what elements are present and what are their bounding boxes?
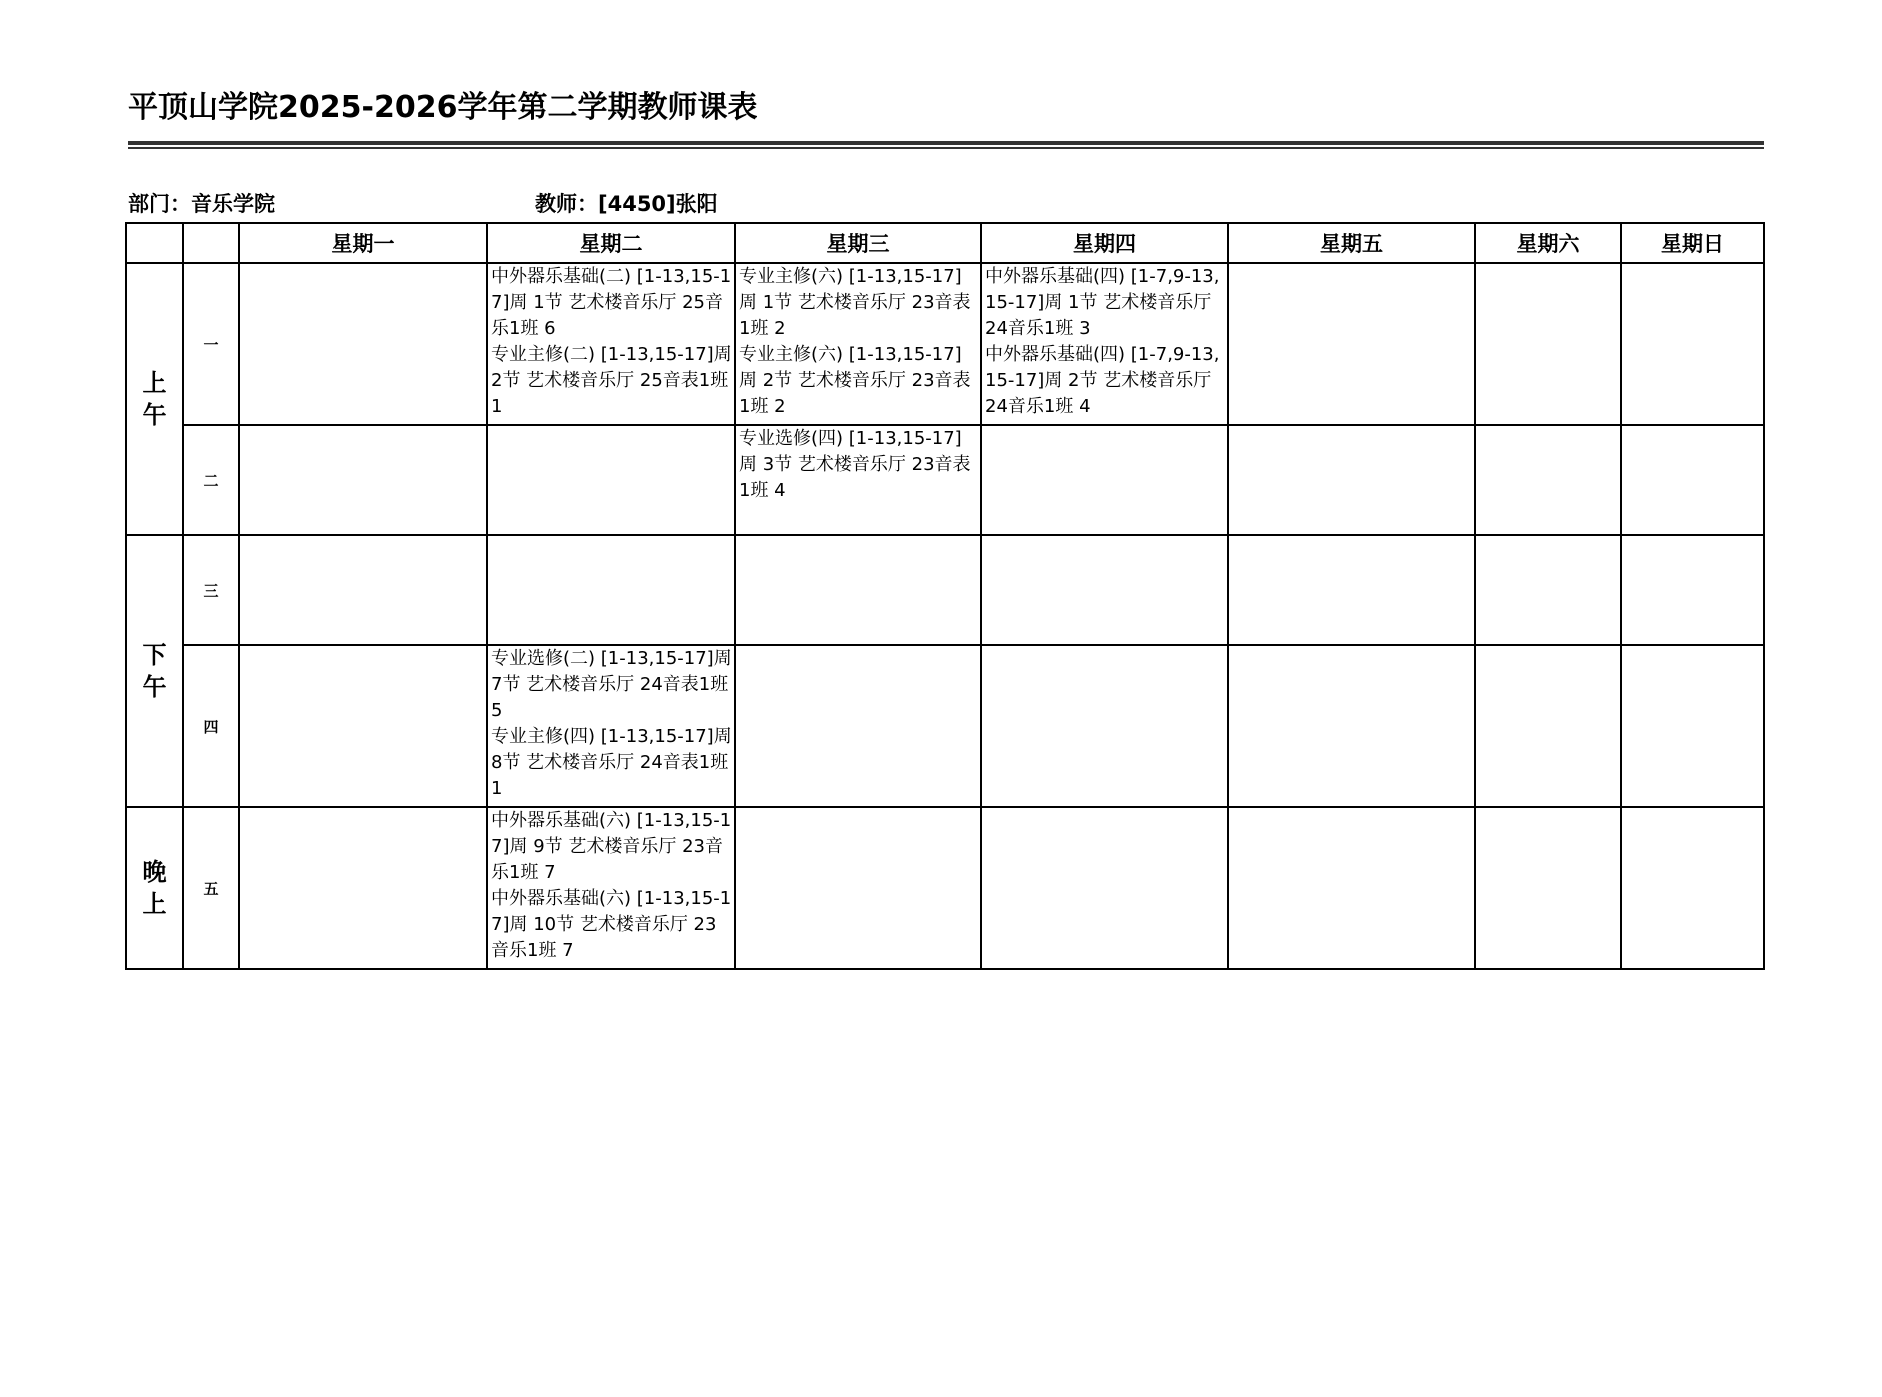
cell-tue-slot5 [487,807,735,969]
cell-sat-slot4 [1475,645,1621,807]
header-wednesday: 星期三 [735,223,981,263]
course-entry: 专业主修(六) [1-13,15-17]周 1节 艺术楼音乐厅 23音表1班 2 [739,266,971,339]
slot-row-5 [126,807,1764,969]
course-entry: 中外器乐基础(二) [1-13,15-17]周 1节 艺术楼音乐厅 25音乐1班 6 [491,266,732,339]
cell-sat-slot1 [1475,263,1621,425]
teacher-label: 教师：[4450]张阳 [535,192,718,216]
cell-thu-slot1 [981,263,1228,425]
cell-tue-slot3 [487,535,735,645]
cell-wed-slot2 [735,425,981,535]
course-entry: 中外器乐基础(六) [1-13,15-17]周 9节 艺术楼音乐厅 23音乐1班 7 [491,810,732,883]
cell-sun-slot5 [1621,807,1764,969]
cell-fri-slot3 [1228,535,1475,645]
schedule-table [125,222,1765,970]
period-evening [126,807,183,969]
header-tuesday: 星期二 [487,223,735,263]
course-entry: 中外器乐基础(六) [1-13,15-17]周 10节 艺术楼音乐厅 23音乐1班 7 [491,888,732,961]
course-entry: 专业主修(四) [1-13,15-17]周 8节 艺术楼音乐厅 24音表1班 1 [491,726,732,799]
department-label: 部门：音乐学院 [128,192,275,216]
slot-row-1 [126,263,1764,425]
cell-wed-slot4 [735,645,981,807]
cell-mon-slot4 [239,645,487,807]
slot-row-3 [126,535,1764,645]
cell-wed-slot5 [735,807,981,969]
slot-label-5: 五 [183,807,239,969]
page-title: 平顶山学院2025-2026学年第二学期教师课表 [128,90,758,125]
slot-label-2: 二 [183,425,239,535]
slot-label-1: 一 [183,263,239,425]
course-entry: 专业选修(四) [1-13,15-17]周 3节 艺术楼音乐厅 23音表1班 4 [739,428,971,501]
slot-label-4: 四 [183,645,239,807]
cell-sun-slot1 [1621,263,1764,425]
cell-fri-slot1 [1228,263,1475,425]
period-morning-char-1: 上 [142,369,167,397]
period-morning [126,263,183,535]
cell-wed-slot1 [735,263,981,425]
period-evening-char-1: 晚 [142,858,167,886]
cell-tue-slot1 [487,263,735,425]
period-afternoon-char-2: 午 [142,673,167,701]
cell-fri-slot5 [1228,807,1475,969]
slot-label-3: 三 [183,535,239,645]
cell-tue-slot4 [487,645,735,807]
header-thursday: 星期四 [981,223,1228,263]
header-saturday: 星期六 [1475,223,1621,263]
cell-tue-slot2 [487,425,735,535]
cell-sat-slot2 [1475,425,1621,535]
cell-sun-slot4 [1621,645,1764,807]
course-entry: 专业主修(二) [1-13,15-17]周 2节 艺术楼音乐厅 25音表1班 1 [491,344,732,417]
slot-row-2 [126,425,1764,535]
cell-fri-slot2 [1228,425,1475,535]
header-friday: 星期五 [1228,223,1475,263]
cell-thu-slot2 [981,425,1228,535]
course-entry: 专业选修(二) [1-13,15-17]周 7节 艺术楼音乐厅 24音表1班 5 [491,648,732,721]
cell-wed-slot3 [735,535,981,645]
header-sunday: 星期日 [1621,223,1764,263]
cell-sun-slot3 [1621,535,1764,645]
cell-mon-slot1 [239,263,487,425]
cell-mon-slot5 [239,807,487,969]
title-divider [128,141,1764,149]
header-corner-slot [183,223,239,263]
course-entry: 中外器乐基础(四) [1-7,9-13,15-17]周 1节 艺术楼音乐厅 24音乐1班 3 [985,266,1220,339]
course-entry: 中外器乐基础(四) [1-7,9-13,15-17]周 2节 艺术楼音乐厅 24音乐1班 4 [985,344,1220,417]
cell-mon-slot3 [239,535,487,645]
period-afternoon-char-1: 下 [142,641,167,669]
period-morning-char-2: 午 [142,401,167,429]
cell-sat-slot5 [1475,807,1621,969]
cell-fri-slot4 [1228,645,1475,807]
cell-mon-slot2 [239,425,487,535]
slot-row-4 [126,645,1764,807]
period-afternoon [126,535,183,807]
header-corner [126,223,183,263]
cell-thu-slot5 [981,807,1228,969]
cell-sun-slot2 [1621,425,1764,535]
cell-sat-slot3 [1475,535,1621,645]
header-row [126,223,1764,263]
cell-thu-slot4 [981,645,1228,807]
period-evening-char-2: 上 [142,890,167,918]
header-monday: 星期一 [239,223,487,263]
cell-thu-slot3 [981,535,1228,645]
course-entry: 专业主修(六) [1-13,15-17]周 2节 艺术楼音乐厅 23音表1班 2 [739,344,971,417]
